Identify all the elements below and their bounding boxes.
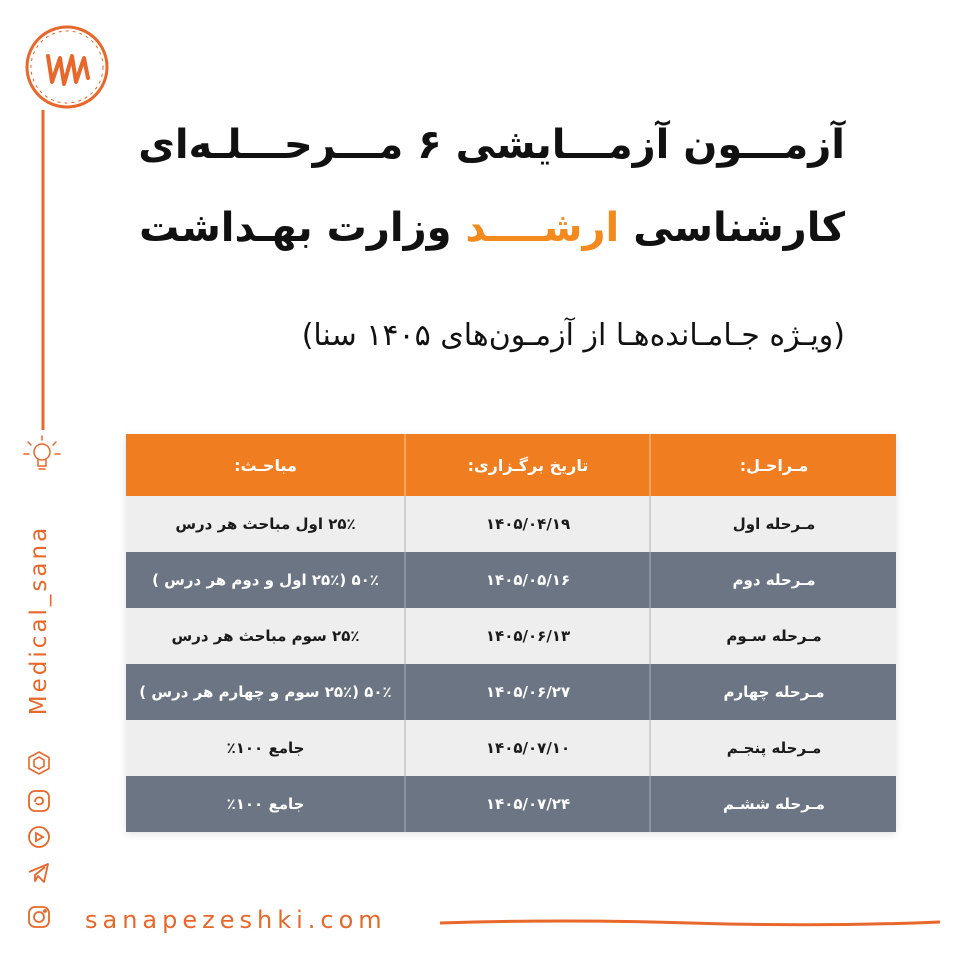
title-accent: ارشــــد [465,205,620,251]
eitaa-icon[interactable] [24,786,54,816]
date-cell: ۱۴۰۵/۰۵/۱۶ [406,552,651,608]
stage-cell: مـرحله سـوم [726,627,822,645]
title-part: کارشناسی [619,205,845,251]
subtitle: (ویـژه جـامـانده‌هـا از آزمـون‌های ۱۴۰۵ سنا) [301,318,845,353]
header-stage: مـراحـل: [739,455,809,475]
instagram-icon[interactable] [24,902,54,932]
table-row [126,776,896,832]
stage-cell: مـرحله ششـم [723,795,825,813]
decorative-line [40,110,46,430]
table-row [126,552,896,608]
stage-cell: مـرحله پنجـم [726,739,822,757]
topics-cell: ۵۰٪ (۲۵٪ اول و دوم هر درس ) [126,552,406,608]
telegram-icon[interactable] [24,858,54,888]
lightbulb-icon [20,432,64,478]
table-row [126,664,896,720]
stage-cell: مـرحله چهارم [723,683,825,701]
date-cell: ۱۴۰۵/۰۴/۱۹ [406,496,651,552]
decorative-line [440,916,940,930]
date-cell: ۱۴۰۵/۰۶/۲۷ [406,664,651,720]
website-link[interactable]: sanapezeshki.com [85,906,387,934]
main-title-line-2 [139,205,845,251]
social-handle[interactable]: Medical_sana [26,524,52,716]
schedule-table [126,434,896,832]
topics-cell: جامع ۱۰۰٪ [126,720,406,776]
stage-cell: مـرحله اول [732,515,816,533]
topics-cell: ۲۵٪ سوم مباحث هر درس [126,608,406,664]
stage-cell: مـرحله دوم [732,571,816,589]
rubika-icon[interactable] [24,748,54,778]
date-cell: ۱۴۰۵/۰۷/۱۰ [406,720,651,776]
title-part: وزارت بهـداشت [139,205,466,251]
topics-cell: جامع ۱۰۰٪ [126,776,406,832]
table-row [126,608,896,664]
aparat-icon[interactable] [24,822,54,852]
date-cell: ۱۴۰۵/۰۶/۱۳ [406,608,651,664]
topics-cell: ۲۵٪ اول مباحث هر درس [126,496,406,552]
sana-logo [22,22,112,112]
date-cell: ۱۴۰۵/۰۷/۲۴ [406,776,651,832]
table-row [126,496,896,552]
table-row [126,720,896,776]
topics-cell: ۵۰٪ (۲۵٪ سوم و چهارم هر درس ) [126,664,406,720]
table-header [126,434,896,496]
main-title: آزمـــون آزمـــایشی ۶ مـــرحـــلـه‌ای [138,122,845,168]
header-date: تاریخ برگـزاری: [406,434,651,496]
header-topics: مباحـث: [126,434,406,496]
